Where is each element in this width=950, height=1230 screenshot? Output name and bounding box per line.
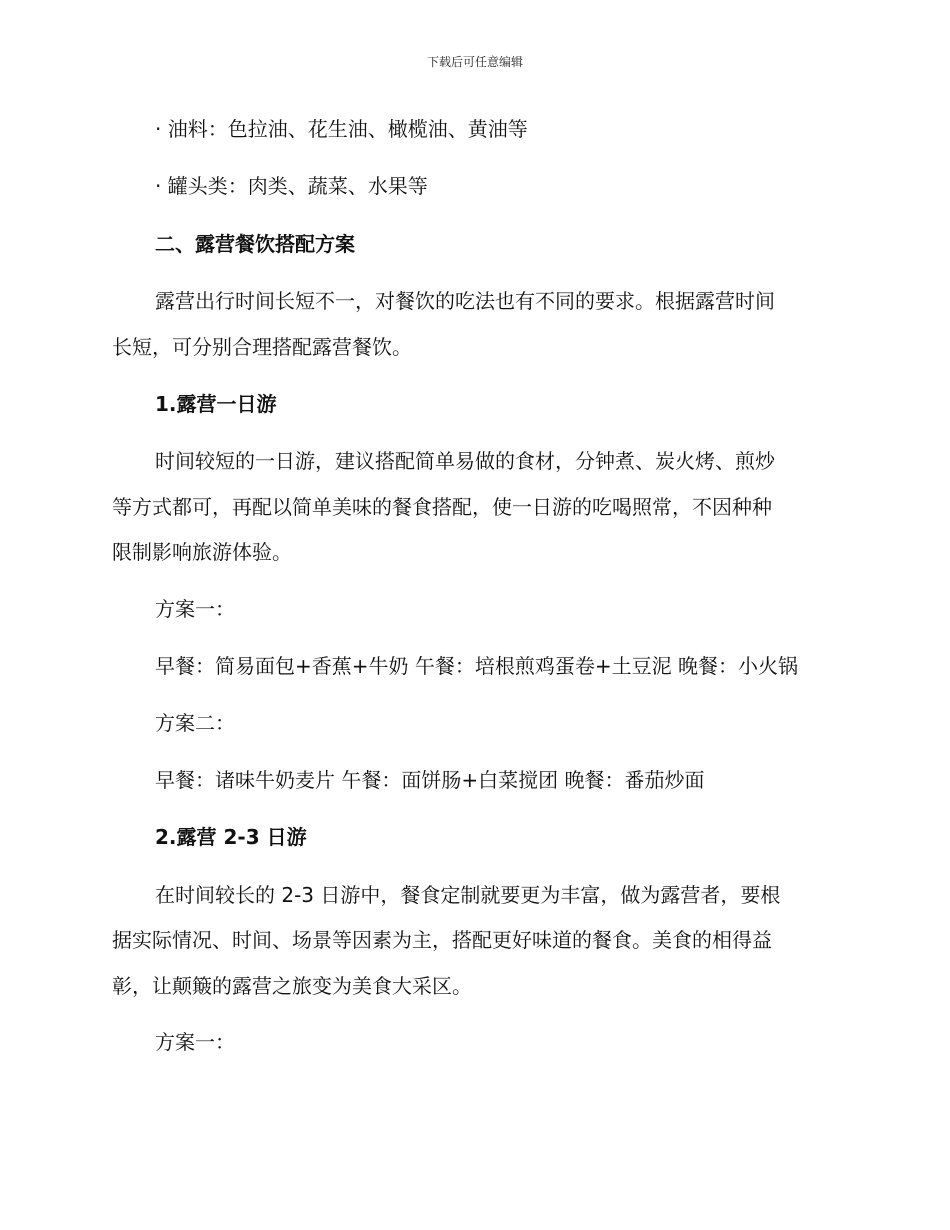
intro-line-2: 长短，可分别合理搭配露营餐饮。 (112, 335, 412, 359)
plan-label-2: 方案二： (155, 711, 235, 735)
sub2-para-line-3: 彰，让颠簸的露营之旅变为美食大采区。 (112, 974, 472, 998)
subsection-title-2: 2.露营 2-3 日游 (155, 825, 307, 849)
plan-meals-1: 早餐：简易面包+香蕉+牛奶 午餐：培根煎鸡蛋卷+土豆泥 晚餐：小火锅 (155, 654, 798, 678)
plan-label-3: 方案一： (155, 1030, 235, 1054)
bullet-oils: · 油料：色拉油、花生油、橄榄油、黄油等 (155, 117, 528, 141)
sub1-para-line-3: 限制影响旅游体验。 (112, 540, 292, 564)
section-title: 二、露营餐饮搭配方案 (155, 232, 355, 256)
sub2-para-line-2: 据实际情况、时间、场景等因素为主，搭配更好味道的餐食。美食的相得益 (112, 928, 772, 952)
bullet-cans: · 罐头类：肉类、蔬菜、水果等 (155, 174, 428, 198)
sub2-para-line-1: 在时间较长的 2-3 日游中，餐食定制就要更为丰富，做为露营者，要根 (155, 883, 781, 907)
sub1-para-line-2: 等方式都可，再配以简单美味的餐食搭配，使一日游的吃喝照常，不因种种 (112, 495, 772, 519)
plan-label-1: 方案一： (155, 597, 235, 621)
intro-line-1: 露营出行时间长短不一，对餐饮的吃法也有不同的要求。根据露营时间 (155, 289, 775, 313)
plan-meals-2: 早餐：诸味牛奶麦片 午餐：面饼肠+白菜搅团 晚餐：番茄炒面 (155, 768, 705, 792)
sub1-para-line-1: 时间较短的一日游，建议搭配简单易做的食材，分钟煮、炭火烤、煎炒 (155, 449, 775, 473)
header-note: 下载后可任意编辑 (426, 55, 523, 69)
subsection-title-1: 1.露营一日游 (155, 392, 277, 416)
